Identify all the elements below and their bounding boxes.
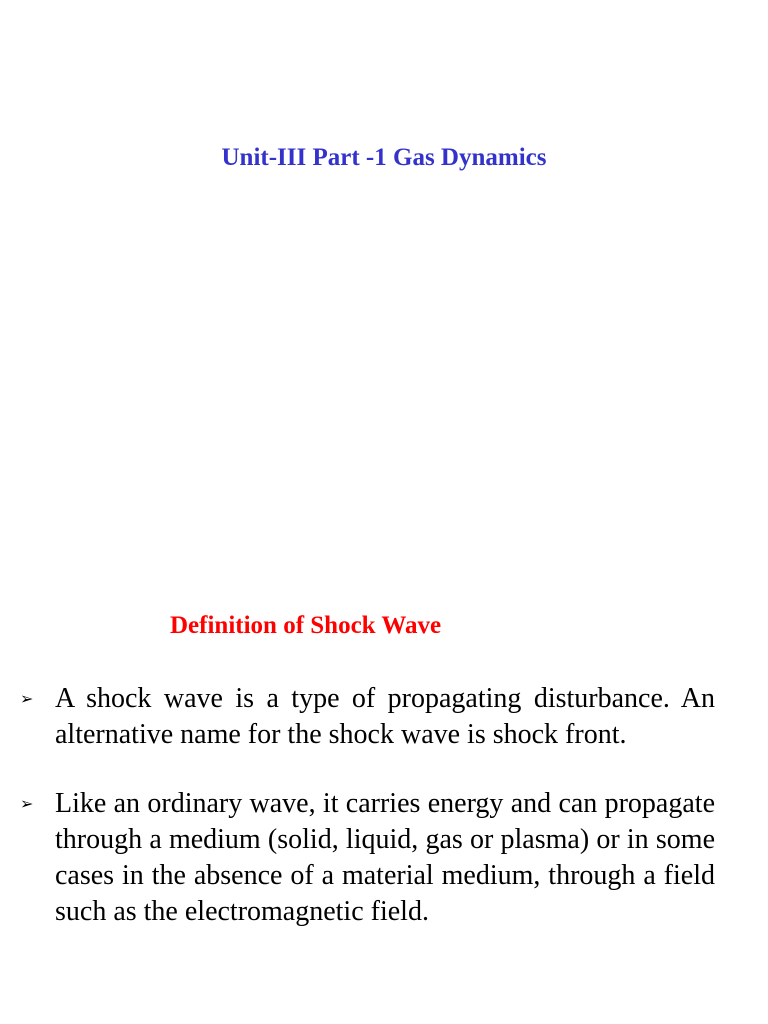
bullet-list <box>0 681 768 963</box>
bullet-text: Like an ordinary wave, it carries energy and can propagate through a medium (solid, liquid, gas or plasma) or in some cases in the absence of a material medium, through a field such as the electromagnetic field. <box>55 788 715 927</box>
arrow-bullet-icon: ➢ <box>20 794 34 813</box>
arrow-bullet-icon: ➢ <box>20 689 34 708</box>
section-heading: Definition of Shock Wave <box>170 612 442 639</box>
list-item <box>0 786 715 930</box>
page-title: Unit-III Part -1 Gas Dynamics <box>221 144 547 171</box>
list-item <box>0 681 715 753</box>
bullet-text: A shock wave is a type of propagating disturbance. An alternative name for the shock wave is shock front. <box>55 683 715 750</box>
